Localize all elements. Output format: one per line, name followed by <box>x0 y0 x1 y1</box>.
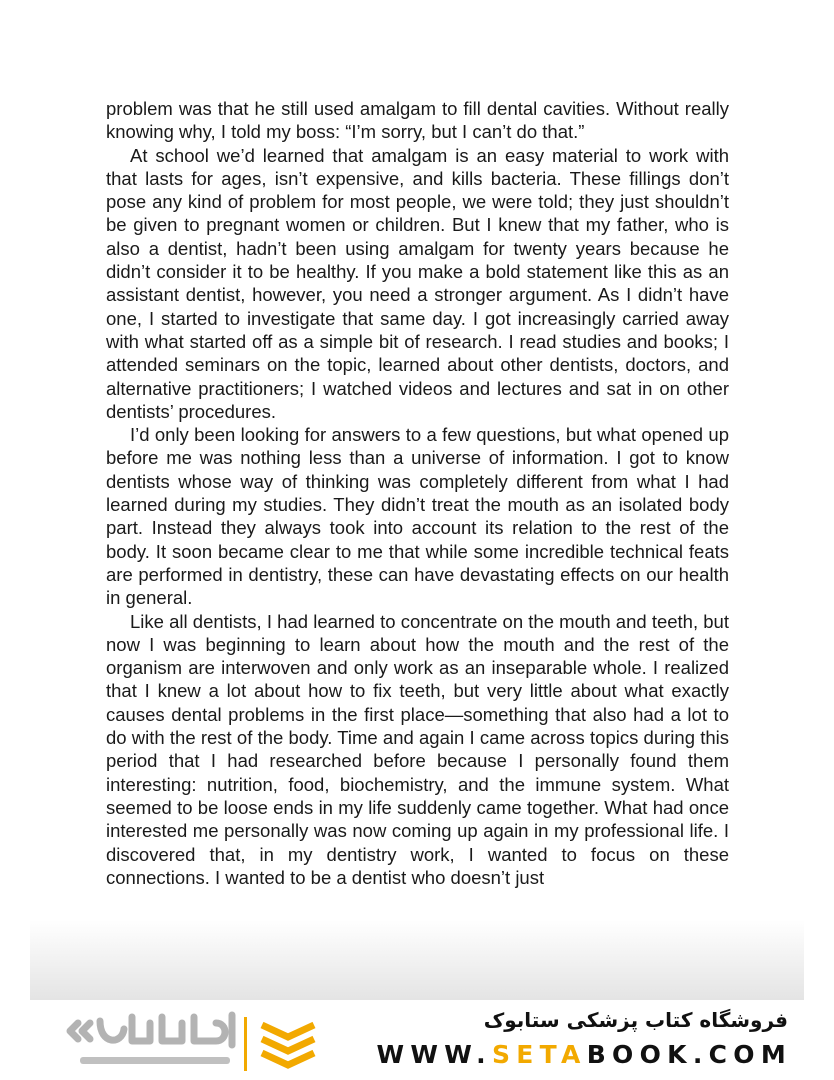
paragraph-4: Like all dentists, I had learned to concentrate on the mouth and teeth, but now I was beginning to learn about how the mouth and the rest of the organism are interwoven and only work as an inseparable whole. I realized that I knew a lot about how to fix teeth, but very little about what exactly causes dental problems in the first place—something that also had a lot to do with the rest of the body. Time and again I came across topics during this period that I had researched before because I personally found them interesting: nutrition, food, biochemistry, and the immune system. What seemed to be loose ends in my life suddenly came together. What had once interested me personally was now coming up again in my professional life. I discovered that, in my dentistry work, I wanted to focus on these connections. I wanted to be a dentist who doesn’t just <box>106 610 729 888</box>
store-url[interactable] <box>377 1040 792 1069</box>
url-suffix: BOOK.COM <box>586 1040 792 1069</box>
url-prefix: WWW. <box>376 1040 492 1069</box>
store-name: فروشگاه کتاب پزشکی ستابوک <box>483 1008 788 1032</box>
logo-wordmark-graphic <box>70 1015 232 1045</box>
page-edge-shadow <box>30 920 804 1000</box>
logo-divider <box>244 1017 247 1071</box>
logo-subtext-graphic <box>80 1057 230 1064</box>
url-accent: SETA <box>491 1040 587 1069</box>
paragraph-2: At school we’d learned that amalgam is an easy material to work with that lasts for ages, isn’t expensive, and kills bacteria. These fillings don’t pose any kind of problem for most people, we were told; they just shouldn’t be given to pregnant women or children. But I knew that my father, who is also a dentist, hadn’t been using amalgam for twenty years because he didn’t consider it to be healthy. If you make a bold statement like this as an assistant dentist, however, you need a stronger argument. As I didn’t have one, I started to investigate that same day. I got increasingly carried away with what started off as a simple bit of research. I read studies and books; I attended seminars on the topic, learned about other dentists, doctors, and alternative practitioners; I watched videos and lectures and sat in on other dentists’ procedures. <box>106 144 729 422</box>
setabook-logo <box>66 1011 331 1076</box>
gold-chevron-icon <box>262 1025 314 1065</box>
paragraph-3: I’d only been looking for answers to a few questions, but what opened up before me was nothing less than a universe of information. I got to know dentists whose way of thinking was completely different from what I had learned during my studies. They didn’t treat the mouth as an isolated body part. Instead they always took into account its relation to the rest of the body. It soon became clear to me that while some incredible technical feats are performed in dentistry, these can have devastating effects on our health in general. <box>106 424 729 609</box>
body-text <box>106 97 729 889</box>
paragraph-1: problem was that he still used amalgam to fill dental cavities. Without really knowing why, I told my boss: “I’m sorry, but I can’t do that.” <box>106 98 729 143</box>
